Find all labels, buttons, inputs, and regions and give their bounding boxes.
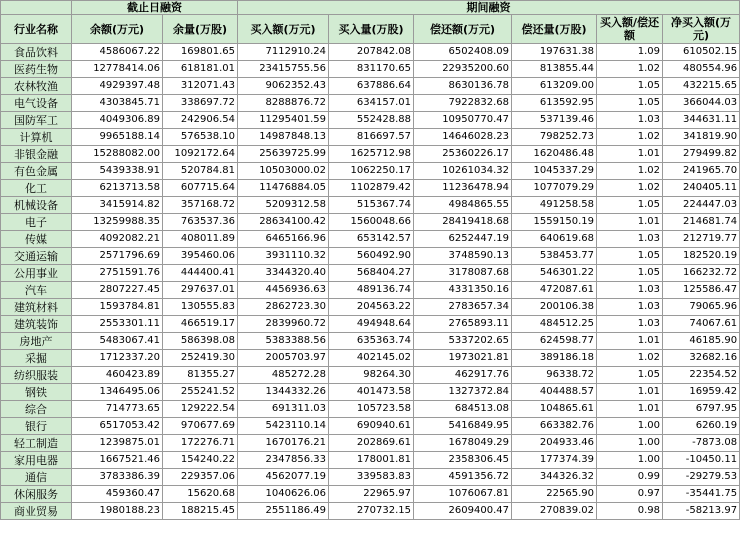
net-buy-amount-cell: 344631.11 bbox=[663, 112, 740, 129]
balance-volume-cell: 607715.64 bbox=[163, 180, 238, 197]
net-buy-amount-cell: -58213.97 bbox=[663, 503, 740, 520]
buy-volume-cell: 1102879.42 bbox=[329, 180, 414, 197]
buy-amount-cell: 14987848.13 bbox=[238, 129, 329, 146]
balance-amount-cell: 2571796.69 bbox=[72, 248, 163, 265]
table-row bbox=[1, 418, 740, 435]
balance-volume-cell: 763537.36 bbox=[163, 214, 238, 231]
buy-volume-cell: 816697.57 bbox=[329, 129, 414, 146]
buy-volume-cell: 22965.97 bbox=[329, 486, 414, 503]
table-row bbox=[1, 231, 740, 248]
industry-name-cell: 轻工制造 bbox=[1, 435, 72, 452]
repay-volume-cell: 1620486.48 bbox=[512, 146, 597, 163]
balance-volume-cell: 255241.52 bbox=[163, 384, 238, 401]
repay-amount-cell: 10950770.47 bbox=[414, 112, 512, 129]
col-repay-amount: 偿还额(万元) bbox=[414, 15, 512, 44]
balance-amount-cell: 1346495.06 bbox=[72, 384, 163, 401]
table-row bbox=[1, 146, 740, 163]
buy-amount-cell: 6465166.96 bbox=[238, 231, 329, 248]
buy-amount-cell: 4562077.19 bbox=[238, 469, 329, 486]
balance-volume-cell: 312071.43 bbox=[163, 78, 238, 95]
balance-volume-cell: 242906.54 bbox=[163, 112, 238, 129]
ratio-cell: 1.02 bbox=[597, 350, 663, 367]
balance-volume-cell: 252419.30 bbox=[163, 350, 238, 367]
repay-amount-cell: 1076067.81 bbox=[414, 486, 512, 503]
buy-volume-cell: 552428.88 bbox=[329, 112, 414, 129]
balance-amount-cell: 4092082.21 bbox=[72, 231, 163, 248]
buy-amount-cell: 7112910.24 bbox=[238, 44, 329, 61]
balance-amount-cell: 12778414.06 bbox=[72, 61, 163, 78]
col-buy-repay-ratio: 买入额/偿还额 bbox=[597, 15, 663, 44]
repay-volume-cell: 813855.44 bbox=[512, 61, 597, 78]
repay-amount-cell: 6252447.19 bbox=[414, 231, 512, 248]
buy-amount-cell: 28634100.42 bbox=[238, 214, 329, 231]
buy-volume-cell: 635363.74 bbox=[329, 333, 414, 350]
ratio-cell: 1.09 bbox=[597, 44, 663, 61]
buy-amount-cell: 9062352.43 bbox=[238, 78, 329, 95]
buy-volume-cell: 637886.64 bbox=[329, 78, 414, 95]
table-row bbox=[1, 401, 740, 418]
industry-name-cell: 食品饮料 bbox=[1, 44, 72, 61]
table-row bbox=[1, 282, 740, 299]
ratio-cell: 1.03 bbox=[597, 112, 663, 129]
ratio-cell: 1.01 bbox=[597, 384, 663, 401]
net-buy-amount-cell: 610502.15 bbox=[663, 44, 740, 61]
buy-volume-cell: 270732.15 bbox=[329, 503, 414, 520]
table-row bbox=[1, 435, 740, 452]
buy-amount-cell: 3931110.32 bbox=[238, 248, 329, 265]
ratio-cell: 1.01 bbox=[597, 214, 663, 231]
industry-name-cell: 非银金融 bbox=[1, 146, 72, 163]
balance-volume-cell: 81355.27 bbox=[163, 367, 238, 384]
repay-amount-cell: 22935200.60 bbox=[414, 61, 512, 78]
balance-amount-cell: 2751591.76 bbox=[72, 265, 163, 282]
buy-volume-cell: 489136.74 bbox=[329, 282, 414, 299]
col-industry: 行业名称 bbox=[1, 15, 72, 44]
ratio-cell: 1.05 bbox=[597, 95, 663, 112]
buy-amount-cell: 2862723.30 bbox=[238, 299, 329, 316]
group-eod-financing: 截止日融资 bbox=[72, 1, 238, 15]
ratio-cell: 1.03 bbox=[597, 316, 663, 333]
buy-volume-cell: 207842.08 bbox=[329, 44, 414, 61]
industry-name-cell: 纺织服装 bbox=[1, 367, 72, 384]
ratio-cell: 1.02 bbox=[597, 129, 663, 146]
repay-amount-cell: 4591356.72 bbox=[414, 469, 512, 486]
balance-amount-cell: 1712337.20 bbox=[72, 350, 163, 367]
header-corner bbox=[1, 1, 72, 15]
buy-amount-cell: 2347856.33 bbox=[238, 452, 329, 469]
buy-amount-cell: 25639725.99 bbox=[238, 146, 329, 163]
industry-name-cell: 汽车 bbox=[1, 282, 72, 299]
ratio-cell: 1.02 bbox=[597, 61, 663, 78]
repay-amount-cell: 684513.08 bbox=[414, 401, 512, 418]
net-buy-amount-cell: -10450.11 bbox=[663, 452, 740, 469]
repay-amount-cell: 25360226.17 bbox=[414, 146, 512, 163]
table-row bbox=[1, 180, 740, 197]
buy-amount-cell: 1344332.26 bbox=[238, 384, 329, 401]
repay-volume-cell: 624598.77 bbox=[512, 333, 597, 350]
table-body bbox=[1, 44, 740, 520]
ratio-cell: 1.03 bbox=[597, 282, 663, 299]
ratio-cell: 1.00 bbox=[597, 452, 663, 469]
ratio-cell: 1.05 bbox=[597, 265, 663, 282]
buy-amount-cell: 2839960.72 bbox=[238, 316, 329, 333]
industry-name-cell: 国防军工 bbox=[1, 112, 72, 129]
table-row bbox=[1, 163, 740, 180]
net-buy-amount-cell: -29279.53 bbox=[663, 469, 740, 486]
balance-amount-cell: 4303845.71 bbox=[72, 95, 163, 112]
table-row bbox=[1, 486, 740, 503]
industry-name-cell: 建筑材料 bbox=[1, 299, 72, 316]
repay-volume-cell: 96338.72 bbox=[512, 367, 597, 384]
net-buy-amount-cell: 366044.03 bbox=[663, 95, 740, 112]
repay-amount-cell: 10261034.32 bbox=[414, 163, 512, 180]
buy-volume-cell: 515367.74 bbox=[329, 197, 414, 214]
buy-volume-cell: 178001.81 bbox=[329, 452, 414, 469]
buy-volume-cell: 690940.61 bbox=[329, 418, 414, 435]
balance-amount-cell: 2553301.11 bbox=[72, 316, 163, 333]
industry-name-cell: 机械设备 bbox=[1, 197, 72, 214]
balance-volume-cell: 1092172.64 bbox=[163, 146, 238, 163]
repay-volume-cell: 491258.58 bbox=[512, 197, 597, 214]
col-buy-amount: 买入额(万元) bbox=[238, 15, 329, 44]
industry-name-cell: 公用事业 bbox=[1, 265, 72, 282]
table-row bbox=[1, 469, 740, 486]
buy-volume-cell: 634157.01 bbox=[329, 95, 414, 112]
buy-volume-cell: 202869.61 bbox=[329, 435, 414, 452]
ratio-cell: 1.05 bbox=[597, 248, 663, 265]
buy-amount-cell: 5423110.14 bbox=[238, 418, 329, 435]
repay-amount-cell: 28419418.68 bbox=[414, 214, 512, 231]
balance-volume-cell: 229357.06 bbox=[163, 469, 238, 486]
industry-name-cell: 有色金属 bbox=[1, 163, 72, 180]
balance-amount-cell: 15288082.00 bbox=[72, 146, 163, 163]
industry-name-cell: 交通运输 bbox=[1, 248, 72, 265]
balance-amount-cell: 1239875.01 bbox=[72, 435, 163, 452]
repay-amount-cell: 8630136.78 bbox=[414, 78, 512, 95]
buy-amount-cell: 10503000.02 bbox=[238, 163, 329, 180]
balance-volume-cell: 15620.68 bbox=[163, 486, 238, 503]
repay-volume-cell: 404488.57 bbox=[512, 384, 597, 401]
repay-volume-cell: 613592.95 bbox=[512, 95, 597, 112]
net-buy-amount-cell: 279499.82 bbox=[663, 146, 740, 163]
balance-volume-cell: 444400.41 bbox=[163, 265, 238, 282]
balance-volume-cell: 338697.72 bbox=[163, 95, 238, 112]
industry-name-cell: 农林牧渔 bbox=[1, 78, 72, 95]
industry-name-cell: 化工 bbox=[1, 180, 72, 197]
table-row bbox=[1, 78, 740, 95]
ratio-cell: 1.05 bbox=[597, 367, 663, 384]
buy-volume-cell: 494948.64 bbox=[329, 316, 414, 333]
net-buy-amount-cell: 6260.19 bbox=[663, 418, 740, 435]
industry-name-cell: 商业贸易 bbox=[1, 503, 72, 520]
net-buy-amount-cell: 214681.74 bbox=[663, 214, 740, 231]
balance-volume-cell: 970677.69 bbox=[163, 418, 238, 435]
repay-volume-cell: 204933.46 bbox=[512, 435, 597, 452]
table-row bbox=[1, 214, 740, 231]
ratio-cell: 1.01 bbox=[597, 333, 663, 350]
repay-volume-cell: 798252.73 bbox=[512, 129, 597, 146]
buy-volume-cell: 105723.58 bbox=[329, 401, 414, 418]
buy-amount-cell: 5209312.58 bbox=[238, 197, 329, 214]
ratio-cell: 1.02 bbox=[597, 163, 663, 180]
balance-volume-cell: 408011.89 bbox=[163, 231, 238, 248]
buy-volume-cell: 402145.02 bbox=[329, 350, 414, 367]
ratio-cell: 1.05 bbox=[597, 78, 663, 95]
repay-amount-cell: 7922832.68 bbox=[414, 95, 512, 112]
table-row bbox=[1, 316, 740, 333]
buy-amount-cell: 2551186.49 bbox=[238, 503, 329, 520]
ratio-cell: 1.03 bbox=[597, 299, 663, 316]
balance-amount-cell: 3783386.39 bbox=[72, 469, 163, 486]
repay-volume-cell: 270839.02 bbox=[512, 503, 597, 520]
balance-volume-cell: 586398.08 bbox=[163, 333, 238, 350]
table-row bbox=[1, 452, 740, 469]
balance-amount-cell: 460423.89 bbox=[72, 367, 163, 384]
repay-volume-cell: 200106.38 bbox=[512, 299, 597, 316]
repay-amount-cell: 6502408.09 bbox=[414, 44, 512, 61]
balance-volume-cell: 188215.45 bbox=[163, 503, 238, 520]
buy-amount-cell: 23415755.56 bbox=[238, 61, 329, 78]
net-buy-amount-cell: 166232.72 bbox=[663, 265, 740, 282]
buy-volume-cell: 831170.65 bbox=[329, 61, 414, 78]
net-buy-amount-cell: -35441.75 bbox=[663, 486, 740, 503]
ratio-cell: 1.02 bbox=[597, 180, 663, 197]
balance-volume-cell: 520784.81 bbox=[163, 163, 238, 180]
buy-volume-cell: 339583.83 bbox=[329, 469, 414, 486]
table-row bbox=[1, 129, 740, 146]
repay-volume-cell: 537139.46 bbox=[512, 112, 597, 129]
balance-volume-cell: 129222.54 bbox=[163, 401, 238, 418]
table-row bbox=[1, 248, 740, 265]
balance-volume-cell: 618181.01 bbox=[163, 61, 238, 78]
industry-name-cell: 休闲服务 bbox=[1, 486, 72, 503]
repay-amount-cell: 11236478.94 bbox=[414, 180, 512, 197]
repay-volume-cell: 1045337.29 bbox=[512, 163, 597, 180]
ratio-cell: 0.97 bbox=[597, 486, 663, 503]
industry-name-cell: 钢铁 bbox=[1, 384, 72, 401]
buy-amount-cell: 8288876.72 bbox=[238, 95, 329, 112]
ratio-cell: 1.03 bbox=[597, 231, 663, 248]
header-column-row bbox=[1, 15, 740, 44]
repay-volume-cell: 344326.32 bbox=[512, 469, 597, 486]
table-row bbox=[1, 367, 740, 384]
balance-volume-cell: 466519.17 bbox=[163, 316, 238, 333]
net-buy-amount-cell: 241965.70 bbox=[663, 163, 740, 180]
repay-amount-cell: 1973021.81 bbox=[414, 350, 512, 367]
buy-volume-cell: 1560048.66 bbox=[329, 214, 414, 231]
buy-amount-cell: 1670176.21 bbox=[238, 435, 329, 452]
buy-amount-cell: 691311.03 bbox=[238, 401, 329, 418]
net-buy-amount-cell: 79065.96 bbox=[663, 299, 740, 316]
industry-name-cell: 传媒 bbox=[1, 231, 72, 248]
buy-volume-cell: 204563.22 bbox=[329, 299, 414, 316]
industry-name-cell: 综合 bbox=[1, 401, 72, 418]
repay-volume-cell: 484512.25 bbox=[512, 316, 597, 333]
net-buy-amount-cell: 224447.03 bbox=[663, 197, 740, 214]
balance-volume-cell: 172276.71 bbox=[163, 435, 238, 452]
table-row bbox=[1, 384, 740, 401]
balance-volume-cell: 169801.65 bbox=[163, 44, 238, 61]
industry-name-cell: 计算机 bbox=[1, 129, 72, 146]
repay-volume-cell: 640619.68 bbox=[512, 231, 597, 248]
balance-amount-cell: 9965188.14 bbox=[72, 129, 163, 146]
table-row bbox=[1, 95, 740, 112]
buy-amount-cell: 2005703.97 bbox=[238, 350, 329, 367]
col-net-buy-amount: 净买入额(万元) bbox=[663, 15, 740, 44]
ratio-cell: 1.01 bbox=[597, 146, 663, 163]
balance-amount-cell: 1667521.46 bbox=[72, 452, 163, 469]
net-buy-amount-cell: 432215.65 bbox=[663, 78, 740, 95]
balance-amount-cell: 714773.65 bbox=[72, 401, 163, 418]
repay-volume-cell: 546301.22 bbox=[512, 265, 597, 282]
balance-volume-cell: 154240.22 bbox=[163, 452, 238, 469]
repay-amount-cell: 5416849.95 bbox=[414, 418, 512, 435]
balance-amount-cell: 6517053.42 bbox=[72, 418, 163, 435]
col-balance-amount: 余额(万元) bbox=[72, 15, 163, 44]
industry-name-cell: 通信 bbox=[1, 469, 72, 486]
industry-name-cell: 房地产 bbox=[1, 333, 72, 350]
repay-amount-cell: 3748590.13 bbox=[414, 248, 512, 265]
repay-volume-cell: 197631.38 bbox=[512, 44, 597, 61]
net-buy-amount-cell: -7873.08 bbox=[663, 435, 740, 452]
table-row bbox=[1, 197, 740, 214]
balance-volume-cell: 576538.10 bbox=[163, 129, 238, 146]
ratio-cell: 1.00 bbox=[597, 435, 663, 452]
balance-volume-cell: 357168.72 bbox=[163, 197, 238, 214]
repay-amount-cell: 3178087.68 bbox=[414, 265, 512, 282]
balance-amount-cell: 4586067.22 bbox=[72, 44, 163, 61]
net-buy-amount-cell: 341819.90 bbox=[663, 129, 740, 146]
balance-amount-cell: 3415914.82 bbox=[72, 197, 163, 214]
repay-volume-cell: 177374.39 bbox=[512, 452, 597, 469]
header-group-row bbox=[1, 1, 740, 15]
repay-amount-cell: 2609400.47 bbox=[414, 503, 512, 520]
industry-name-cell: 医药生物 bbox=[1, 61, 72, 78]
balance-amount-cell: 2807227.45 bbox=[72, 282, 163, 299]
net-buy-amount-cell: 125586.47 bbox=[663, 282, 740, 299]
buy-amount-cell: 1040626.06 bbox=[238, 486, 329, 503]
balance-amount-cell: 4049306.89 bbox=[72, 112, 163, 129]
balance-amount-cell: 1593784.81 bbox=[72, 299, 163, 316]
industry-name-cell: 银行 bbox=[1, 418, 72, 435]
table-row bbox=[1, 112, 740, 129]
balance-amount-cell: 1980188.23 bbox=[72, 503, 163, 520]
industry-name-cell: 电气设备 bbox=[1, 95, 72, 112]
repay-amount-cell: 14646028.23 bbox=[414, 129, 512, 146]
ratio-cell: 1.00 bbox=[597, 418, 663, 435]
buy-volume-cell: 401473.58 bbox=[329, 384, 414, 401]
repay-volume-cell: 472087.61 bbox=[512, 282, 597, 299]
buy-volume-cell: 1062250.17 bbox=[329, 163, 414, 180]
balance-amount-cell: 13259988.35 bbox=[72, 214, 163, 231]
industry-name-cell: 电子 bbox=[1, 214, 72, 231]
repay-volume-cell: 1559150.19 bbox=[512, 214, 597, 231]
balance-amount-cell: 6213713.58 bbox=[72, 180, 163, 197]
net-buy-amount-cell: 32682.16 bbox=[663, 350, 740, 367]
repay-amount-cell: 462917.76 bbox=[414, 367, 512, 384]
repay-volume-cell: 104865.61 bbox=[512, 401, 597, 418]
col-balance-volume: 余量(万股) bbox=[163, 15, 238, 44]
buy-volume-cell: 1625712.98 bbox=[329, 146, 414, 163]
industry-name-cell: 家用电器 bbox=[1, 452, 72, 469]
buy-amount-cell: 11476884.05 bbox=[238, 180, 329, 197]
repay-volume-cell: 538453.77 bbox=[512, 248, 597, 265]
buy-volume-cell: 568404.27 bbox=[329, 265, 414, 282]
col-buy-volume: 买入量(万股) bbox=[329, 15, 414, 44]
buy-amount-cell: 11295401.59 bbox=[238, 112, 329, 129]
repay-amount-cell: 2783657.34 bbox=[414, 299, 512, 316]
repay-amount-cell: 5337202.65 bbox=[414, 333, 512, 350]
balance-amount-cell: 5439338.91 bbox=[72, 163, 163, 180]
industry-name-cell: 建筑装饰 bbox=[1, 316, 72, 333]
net-buy-amount-cell: 212719.77 bbox=[663, 231, 740, 248]
repay-amount-cell: 2765893.11 bbox=[414, 316, 512, 333]
repay-amount-cell: 1678049.29 bbox=[414, 435, 512, 452]
buy-amount-cell: 485272.28 bbox=[238, 367, 329, 384]
balance-amount-cell: 4929397.48 bbox=[72, 78, 163, 95]
buy-amount-cell: 3344320.40 bbox=[238, 265, 329, 282]
balance-volume-cell: 395460.06 bbox=[163, 248, 238, 265]
ratio-cell: 0.98 bbox=[597, 503, 663, 520]
balance-amount-cell: 5483067.41 bbox=[72, 333, 163, 350]
net-buy-amount-cell: 6797.95 bbox=[663, 401, 740, 418]
ratio-cell: 1.01 bbox=[597, 401, 663, 418]
repay-volume-cell: 1077079.29 bbox=[512, 180, 597, 197]
buy-amount-cell: 4456936.63 bbox=[238, 282, 329, 299]
net-buy-amount-cell: 46185.90 bbox=[663, 333, 740, 350]
balance-amount-cell: 459360.47 bbox=[72, 486, 163, 503]
repay-amount-cell: 2358306.45 bbox=[414, 452, 512, 469]
table-row bbox=[1, 333, 740, 350]
buy-volume-cell: 98264.30 bbox=[329, 367, 414, 384]
repay-amount-cell: 1327372.84 bbox=[414, 384, 512, 401]
table-row bbox=[1, 44, 740, 61]
col-repay-volume: 偿还量(万股) bbox=[512, 15, 597, 44]
balance-volume-cell: 297637.01 bbox=[163, 282, 238, 299]
net-buy-amount-cell: 240405.11 bbox=[663, 180, 740, 197]
net-buy-amount-cell: 182520.19 bbox=[663, 248, 740, 265]
ratio-cell: 1.05 bbox=[597, 197, 663, 214]
repay-amount-cell: 4984865.55 bbox=[414, 197, 512, 214]
net-buy-amount-cell: 74067.61 bbox=[663, 316, 740, 333]
table-row bbox=[1, 503, 740, 520]
repay-volume-cell: 389186.18 bbox=[512, 350, 597, 367]
group-period-financing: 期间融资 bbox=[238, 1, 740, 15]
table-row bbox=[1, 350, 740, 367]
net-buy-amount-cell: 16959.42 bbox=[663, 384, 740, 401]
table-row bbox=[1, 265, 740, 282]
repay-volume-cell: 613209.00 bbox=[512, 78, 597, 95]
balance-volume-cell: 130555.83 bbox=[163, 299, 238, 316]
buy-volume-cell: 653142.57 bbox=[329, 231, 414, 248]
buy-volume-cell: 560492.90 bbox=[329, 248, 414, 265]
net-buy-amount-cell: 22354.52 bbox=[663, 367, 740, 384]
net-buy-amount-cell: 480554.96 bbox=[663, 61, 740, 78]
repay-volume-cell: 663382.76 bbox=[512, 418, 597, 435]
ratio-cell: 0.99 bbox=[597, 469, 663, 486]
table-row bbox=[1, 61, 740, 78]
buy-amount-cell: 5383388.56 bbox=[238, 333, 329, 350]
repay-amount-cell: 4331350.16 bbox=[414, 282, 512, 299]
industry-name-cell: 采掘 bbox=[1, 350, 72, 367]
table-row bbox=[1, 299, 740, 316]
repay-volume-cell: 22565.90 bbox=[512, 486, 597, 503]
